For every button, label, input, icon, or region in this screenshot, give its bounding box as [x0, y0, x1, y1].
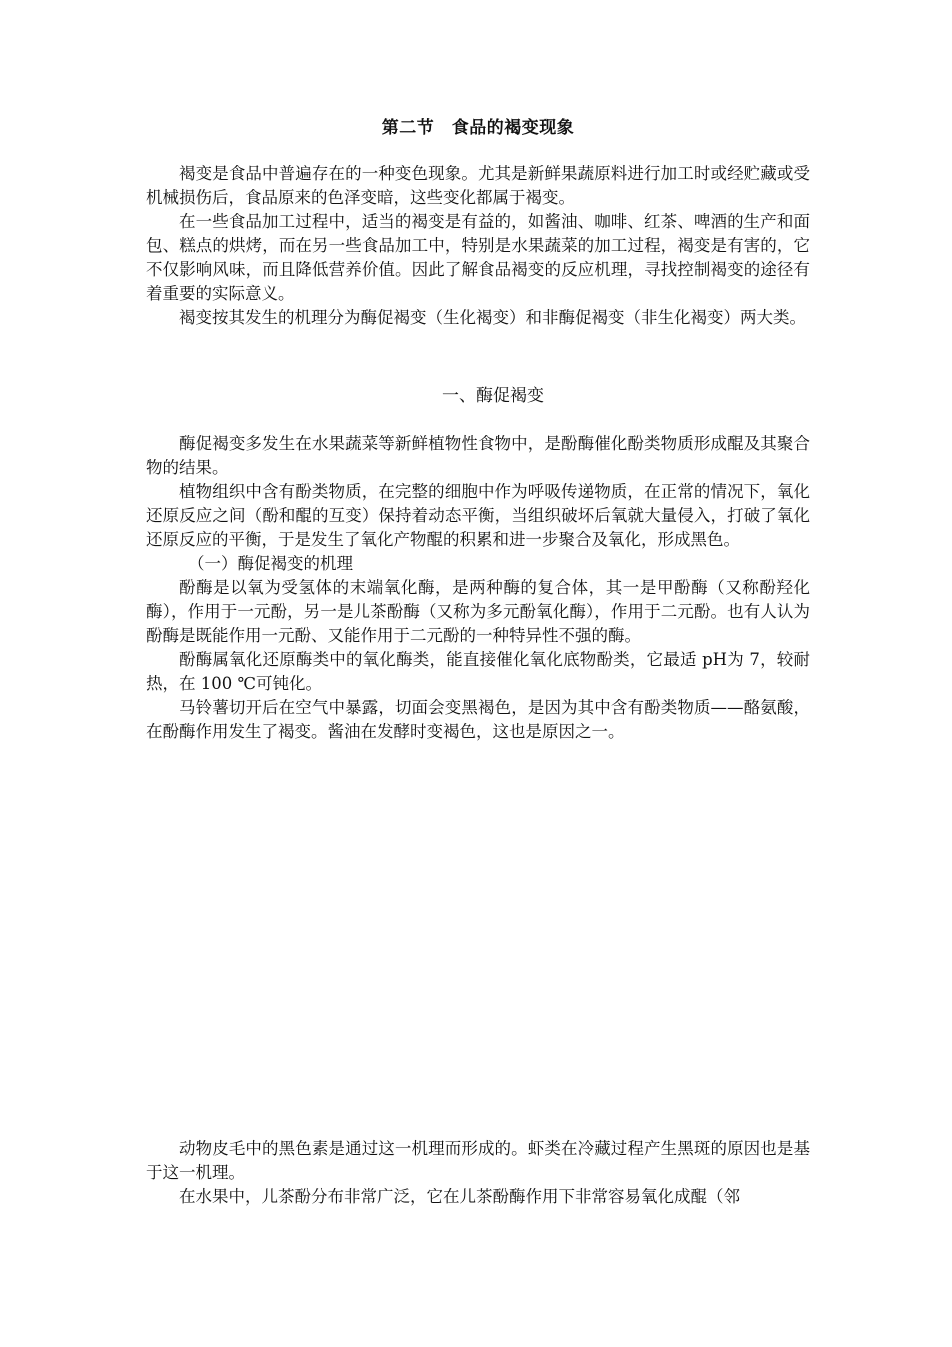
continued-block	[146, 1137, 810, 1209]
body-paragraph: 马铃薯切开后在空气中暴露，切面会变黑褐色，是因为其中含有酚类物质——酪氨酸，在酚酶作用发生了褐变。酱油在发酵时变褐色，这也是原因之一。	[146, 698, 810, 741]
body-paragraph: 酚酶属氧化还原酶类中的氧化酶类，能直接催化氧化底物酚类，它最适 pH为 7，较耐热，在 100 ℃可钝化。	[146, 650, 810, 693]
subsection-title: 一、酶促褐变	[442, 386, 544, 406]
enzymatic-block	[146, 432, 810, 744]
intro-paragraph: 在一些食品加工过程中，适当的褐变是有益的，如酱油、咖啡、红茶、啤酒的生产和面包、糕点的烘烤，而在另一些食品加工中，特别是水果蔬菜的加工过程，褐变是有害的，它不仅影响风味，而且降低营养价值。因此了解食品褐变的反应机理，寻找控制褐变的途径有着重要的实际意义。	[146, 212, 810, 303]
body-paragraph: 动物皮毛中的黑色素是通过这一机理而形成的。虾类在冷藏过程产生黑斑的原因也是基于这一机理。	[146, 1139, 810, 1182]
body-paragraph: 植物组织中含有酚类物质，在完整的细胞中作为呼吸传递物质，在正常的情况下，氧化还原反应之间（酚和醌的互变）保持着动态平衡，当组织破坏后氧就大量侵入，打破了氧化还原反应的平衡，于是发生了氧化产物醌的积累和进一步聚合及氧化，形成黑色。	[146, 482, 810, 549]
section-title: 第二节 食品的褐变现象	[381, 118, 575, 138]
body-paragraph: 在水果中，儿茶酚分布非常广泛，它在儿茶酚酶作用下非常容易氧化成醌（邻	[179, 1187, 740, 1206]
body-paragraph: 酚酶是以氧为受氢体的末端氧化酶，是两种酶的复合体，其一是甲酚酶（又称酚羟化酶），作用于一元酚，另一是儿茶酚酶（又称为多元酚氧化酶），作用于二元酚。也有人认为酚酶是既能作用一元酚、又能作用于二元酚的一种特异性不强的酶。	[146, 578, 810, 645]
body-paragraph: 酶促褐变多发生在水果蔬菜等新鲜植物性食物中，是酚酶催化酚类物质形成醌及其聚合物的结果。	[146, 434, 810, 477]
intro-paragraph: 褐变按其发生的机理分为酶促褐变（生化褐变）和非酶促褐变（非生化褐变）两大类。	[179, 308, 806, 327]
mechanism-heading: （一）酶促褐变的机理	[188, 554, 353, 573]
intro-paragraph: 褐变是食品中普遍存在的一种变色现象。尤其是新鲜果蔬原料进行加工时或经贮藏或受机械损伤后，食品原来的色泽变暗，这些变化都属于褐变。	[146, 164, 810, 207]
intro-block	[146, 162, 810, 330]
